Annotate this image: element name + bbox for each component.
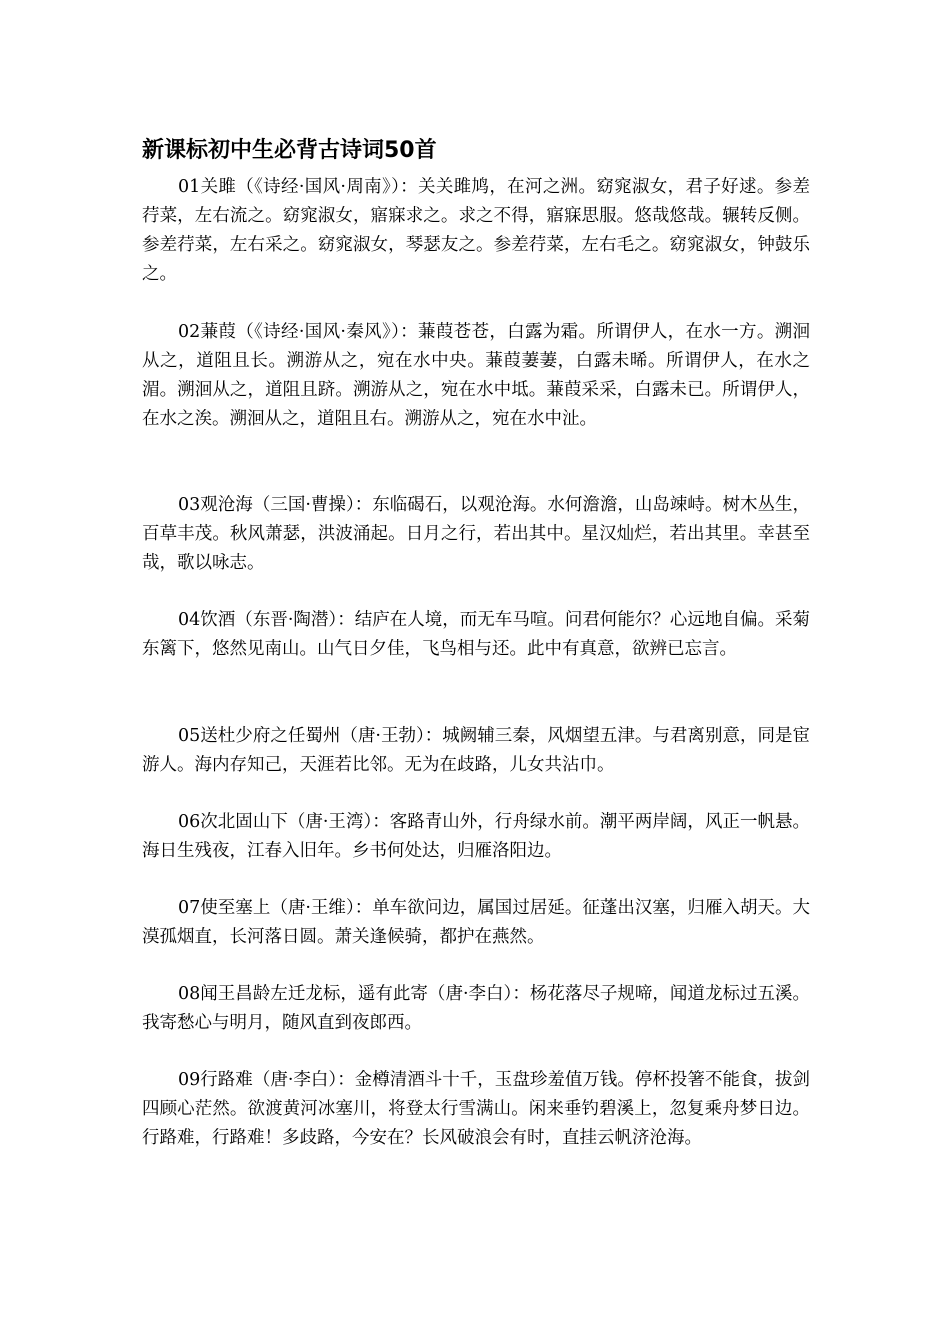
poem-paragraph: 08闻王昌龄左迁龙标，遥有此寄（唐·李白）：杨花落尽子规啼，闻道龙标过五溪。我寄愁心与明月，随风直到夜郎西。 [142,984,810,1033]
poem-paragraph: 01关雎（《诗经·国风·周南》）：关关雎鸠，在河之洲。窈窕淑女，君子好逑。参差荇菜，左右流之。窈窕淑女，寤寐求之。求之不得，寤寐思服。悠哉悠哉。辗转反侧。参差荇菜，左右采之。窈窕淑女，琴瑟友之。参差荇菜，左右毛之。窈窕淑女，钟鼓乐之。 [142,177,810,284]
poem-paragraph: 04饮酒（东晋·陶潜）：结庐在人境，而无车马喧。问君何能尔？心远地自偏。采菊东篱下，悠然见南山。山气日夕佳，飞鸟相与还。此中有真意，欲辨已忘言。 [142,610,810,659]
document-title: 新课标初中生必背古诗词50首 [142,138,437,163]
poem-paragraph: 02蒹葭（《诗经·国风·秦风》）：蒹葭苍苍，白露为霜。所谓伊人，在水一方。溯洄从之，道阻且长。溯游从之，宛在水中央。蒹葭萋萋，白露未晞。所谓伊人，在水之湄。溯洄从之，道阻且跻。溯游从之，宛在水中坻。蒹葭采采，白露未已。所谓伊人，在水之涘。溯洄从之，道阻且右。溯游从之，宛在水中沚。 [142,322,810,429]
poem-paragraph: 05送杜少府之任蜀州（唐·王勃）：城阙辅三秦，风烟望五津。与君离别意，同是宦游人。海内存知己，天涯若比邻。无为在歧路，儿女共沾巾。 [142,726,810,775]
poem-paragraph: 03观沧海（三国·曹操）：东临碣石，以观沧海。水何澹澹，山岛竦峙。树木丛生，百草丰茂。秋风萧瑟，洪波涌起。日月之行，若出其中。星汉灿烂，若出其里。幸甚至哉，歌以咏志。 [142,495,810,573]
poem-paragraph: 06次北固山下（唐·王湾）：客路青山外，行舟绿水前。潮平两岸阔，风正一帆悬。海日生残夜，江春入旧年。乡书何处达，归雁洛阳边。 [142,812,810,861]
poem-paragraph: 09行路难（唐·李白）：金樽清酒斗十千，玉盘珍羞值万钱。停杯投箸不能食，拔剑四顾心茫然。欲渡黄河冰塞川，将登太行雪满山。闲来垂钓碧溪上，忽复乘舟梦日边。行路难，行路难！多歧路，今安在？长风破浪会有时，直挂云帆济沧海。 [142,1070,810,1148]
poem-paragraph: 07使至塞上（唐·王维）：单车欲问边，属国过居延。征蓬出汉塞，归雁入胡天。大漠孤烟直，长河落日圆。萧关逢候骑，都护在燕然。 [142,898,810,947]
